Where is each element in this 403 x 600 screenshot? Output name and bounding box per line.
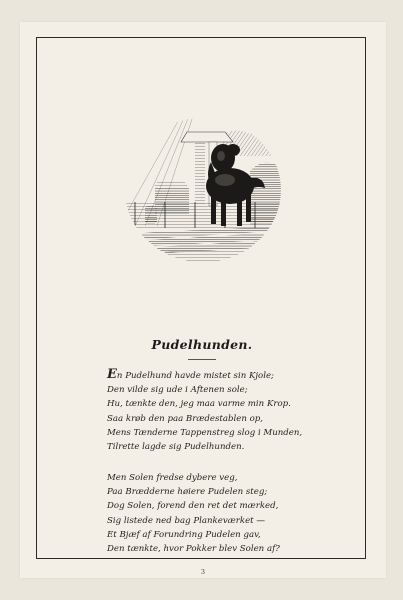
drop-cap: E xyxy=(107,367,117,382)
poem-line: Den vilde sig ude i Aftenen sole; xyxy=(107,385,248,396)
poem-line: Saa krøb den paa Brædestablen op, xyxy=(107,413,264,424)
poem-line: Mens Tænderne Tappenstreg slog i Munden, xyxy=(107,427,303,438)
poem-line: Sig listede ned bag Plankeværket — xyxy=(107,515,265,526)
poem-line: Den tænkte, hvor Pokker blev Solen af? xyxy=(107,544,280,555)
paper-sheet xyxy=(20,22,386,578)
page-border-frame xyxy=(36,37,366,559)
poem-line: Paa Brædderne høiere Pudelen steg; xyxy=(107,487,268,498)
poem-line: En Pudelhund havde mistet sin Kjole; xyxy=(107,367,274,382)
poem-line: Dog Solen, forend den ret det mærked, xyxy=(107,501,279,512)
poem-stanza-2 xyxy=(107,471,280,556)
poem-line: Tilrette lagde sig Pudelhunden. xyxy=(107,442,245,453)
poodle-engraving-illustration xyxy=(125,116,281,264)
page-number: 3 xyxy=(200,568,206,576)
poem-line: Hu, tænkte den, jeg maa varme min Krop. xyxy=(107,399,291,410)
poem-stanza-1 xyxy=(107,369,302,454)
poem-line: Men Solen fredse dybere veg, xyxy=(107,473,238,483)
poem-line: Et Bjæf af Forundring Pudelen gav, xyxy=(107,529,261,540)
title-divider-rule xyxy=(188,359,216,360)
poem-title: Pudelhunden. xyxy=(151,337,253,352)
